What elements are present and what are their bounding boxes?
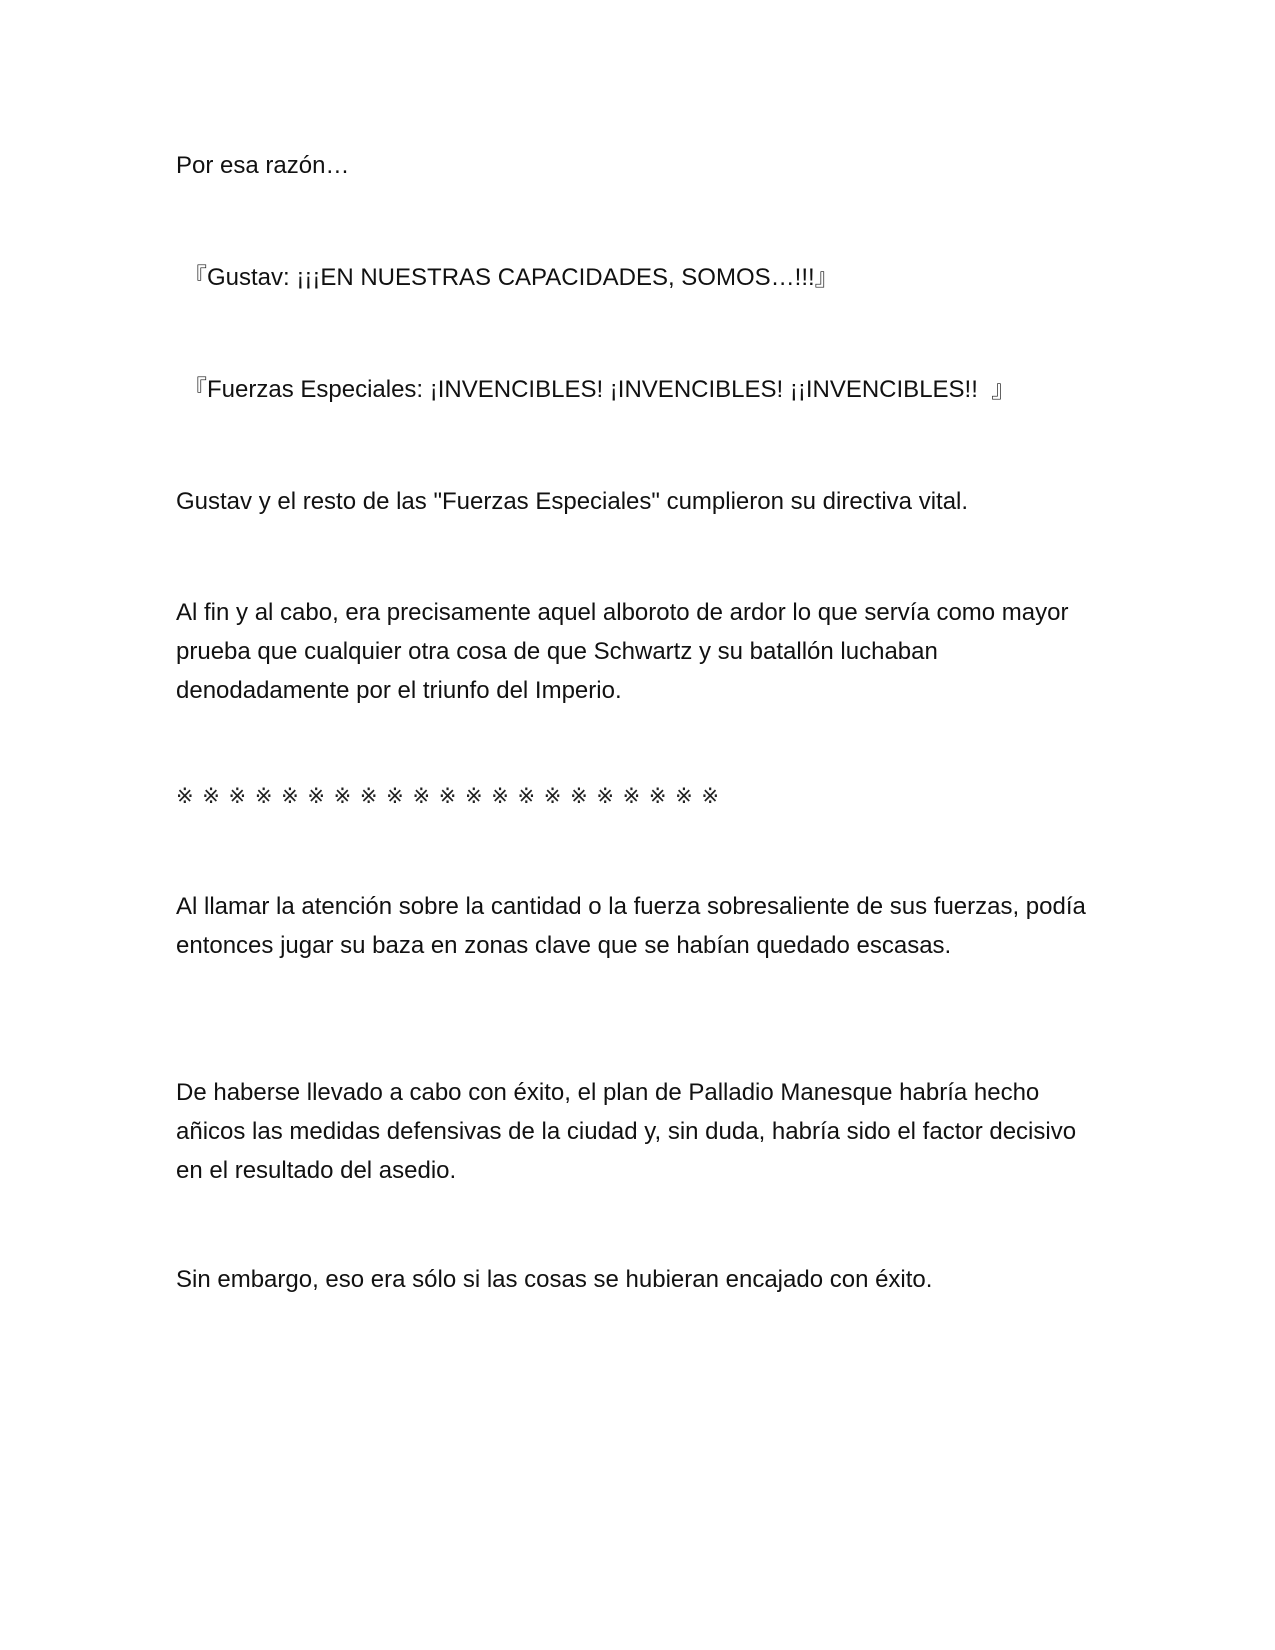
paragraph-attention: Al llamar la atención sobre la cantidad o la fuerza sobresaliente de sus fuerzas, podía entonces jugar su baza en zonas clave que se habían quedado escasas. bbox=[176, 893, 1086, 959]
paragraph-plan: De haberse llevado a cabo con éxito, el plan de Palladio Manesque habría hecho añicos las medidas defensivas de la ciudad y, sin duda, habría sido el factor decisivo en el resultado del asedio. bbox=[176, 1079, 1077, 1184]
scene-separator: ※ ※ ※ ※ ※ ※ ※ ※ ※ ※ ※ ※ ※ ※ ※ ※ ※ ※ ※ ※ ※ bbox=[176, 784, 720, 808]
paragraph-intro: Por esa razón… bbox=[176, 152, 350, 179]
paragraph-directive: Gustav y el resto de las "Fuerzas Especiales" cumplieron su directiva vital. bbox=[176, 488, 969, 515]
paragraph-conclusion: Sin embargo, eso era sólo si las cosas se hubieran encajado con éxito. bbox=[176, 1266, 933, 1293]
dialogue-special-forces: 『Fuerzas Especiales: ¡INVENCIBLES! ¡INVENCIBLES! ¡¡INVENCIBLES!! 』 bbox=[183, 376, 1016, 403]
paragraph-ardor: Al fin y al cabo, era precisamente aquel alboroto de ardor lo que servía como mayor prueba que cualquier otra cosa de que Schwartz y su batallón luchaban denodadamente por el triunfo del Imperio. bbox=[176, 599, 1069, 704]
dialogue-gustav: 『Gustav: ¡¡¡EN NUESTRAS CAPACIDADES, SOMOS…!!!』 bbox=[183, 264, 839, 291]
